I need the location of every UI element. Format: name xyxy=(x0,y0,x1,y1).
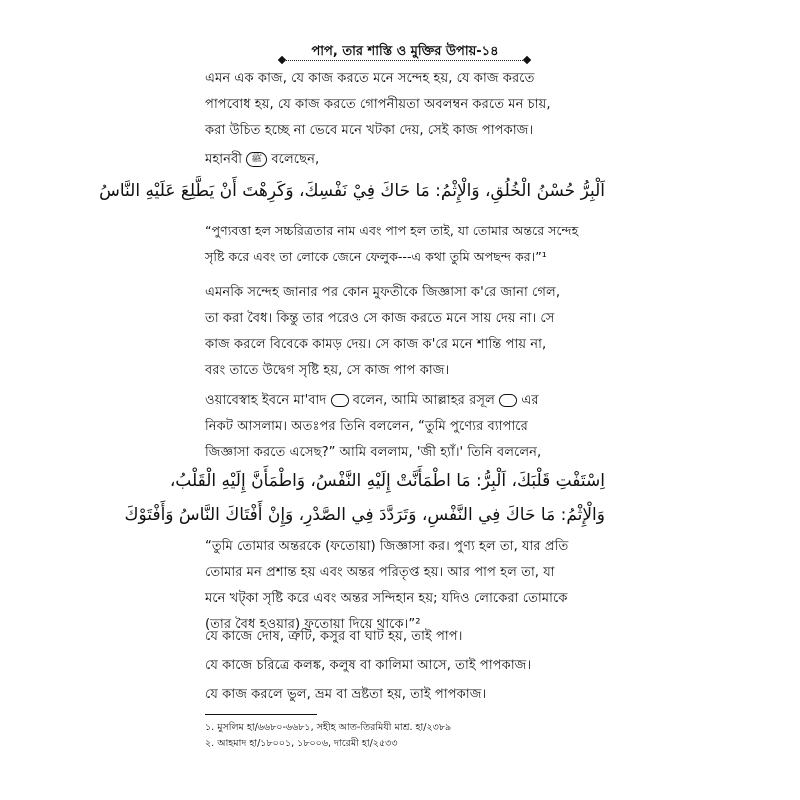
arabic-line: اِسْتَفْتِ قَلْبَكَ، اَلْبِرُّ: مَا اطْمَأَنَّتْ إِلَيْهِ النَّفْسُ، وَاطْمَأَنَّ إِلَيْهِ الْقَلْبُ، xyxy=(169,471,605,491)
footnote-divider xyxy=(205,714,317,715)
narration-text-end: এর xyxy=(521,393,539,408)
translation-quote-1 xyxy=(205,218,605,270)
footnote: ২. আহমাদ হা/১৮০০১, ১৮০০৬, দারেমী হা/২৫৩৩ xyxy=(205,738,398,749)
text-line: এমনকি সন্দেহ জানার পর কোন মুফতীকে জিজ্ঞাসা ক'রে জানা গেল, xyxy=(205,285,561,300)
text-line: তা করা বৈধ। কিন্তু তার পরেও সে কাজ করতে মনে সায় দেয় না। সে xyxy=(205,311,555,326)
list-item: যে কাজ করলে ভুল, ভ্রম বা ভ্রষ্টতা হয়, তাই পাপকাজ। xyxy=(205,687,487,702)
text-line: বরং তাতে উদ্বেগ সৃষ্টি হয়, সে কাজ পাপ কাজ। xyxy=(205,363,450,378)
text-line: নিকট আসলাম। অতঃপর তিনি বললেন, “তুমি পুণ্যের ব্যাপারে xyxy=(205,419,528,434)
text-line: জিজ্ঞাসা করতে এসেছ?” আমি বললাম, 'জী হ্যাঁ।' তিনি বললেন, xyxy=(205,445,542,460)
text-line: মনে খট্‌কা সৃষ্টি করে এবং অন্তর সন্দিহান হয়; যদিও লোকেরা তোমাকে xyxy=(205,591,568,606)
paragraph-wabisah xyxy=(205,388,605,466)
header-title: পাপ, তার শাস্তি ও মুক্তির উপায়-১৪ xyxy=(311,44,499,59)
salutation-seal-icon xyxy=(499,394,517,407)
intro-said: বলেছেন, xyxy=(271,152,320,167)
text-line: কাজ করলে বিবেকে কামড় দেয়। সে কাজ ক'রে মনে শান্তি পায় না, xyxy=(205,337,547,352)
list-item: যে কাজে দোষ, ত্রুটি, কসুর বা ঘাট হয়, তাই পাপ। xyxy=(205,629,463,644)
text-line: এমন এক কাজ, যে কাজ করতে মনে সন্দেহ হয়, যে কাজ করতে xyxy=(205,71,535,86)
text-line: “পুণ্যবত্তা হল সচ্চরিত্রতার নাম এবং পাপ হল তাই, যা তোমার অন্তরে সন্দেহ xyxy=(205,223,579,238)
hadith-intro-1 xyxy=(205,147,605,173)
arabic-line: وَالْإِثْمُ: مَا حَاكَ فِي النَّفْسِ، وَتَرَدَّدَ فِي الصَّدْرِ، وَإِنْ أَفْتَاكَ النَّاسُ وَأَفْتَوْكَ xyxy=(124,505,605,525)
text-line: তোমার মন প্রশান্ত হয় এবং অন্তর পরিতৃপ্ত হয়। আর পাপ হল তা, যা xyxy=(205,565,555,580)
text-line: (তার বৈধ হওয়ার) ফতোয়া দিয়ে থাকে।”² xyxy=(205,617,421,632)
header-dotted-rule xyxy=(283,60,527,61)
text-line: করা উচিত হচ্ছে না ভেবে মনে খটকা দেয়, সেই কাজ পাপকাজ। xyxy=(205,123,534,138)
document-page xyxy=(99,38,605,758)
text-line: পাপবোধ হয়, যে কাজ করতে গোপনীয়তা অবলম্বন করতে মন চায়, xyxy=(205,97,551,112)
paragraph-definition xyxy=(205,66,605,144)
text-line: “তুমি তোমার অন্তরকে (ফতোয়া) জিজ্ঞাসা কর। পুণ্য হল তা, যার প্রতি xyxy=(205,539,569,554)
narrator-name: ওয়াবেস্বাহ ইবনে মা'বাদ xyxy=(205,393,327,408)
narration-text: বলেন, আমি আল্লাহর রসূল xyxy=(352,393,495,408)
page-header xyxy=(205,38,605,68)
footnote: ১. মুসলিম হা/৬৬৮০-৬৬৮১, সহীহ আত-তিরমিযী মাশ্র. হা/২৩৮৯ xyxy=(205,722,452,733)
arabic-hadith-2 xyxy=(124,464,605,532)
paragraph-mufti xyxy=(205,280,605,384)
definition-list xyxy=(205,622,605,709)
list-item: যে কাজে চরিত্রে কলঙ্ক, কলুষ বা কালিমা আসে, তাই পাপকাজ। xyxy=(205,658,532,673)
text-line: সৃষ্টি করে এবং তা লোকে জেনে ফেলুক---এ কথা তুমি অপছন্দ কর।”¹ xyxy=(205,249,547,264)
salutation-seal-icon: ﷺ xyxy=(246,152,267,167)
footnotes xyxy=(205,720,605,752)
arabic-hadith-1: اَلْبِرُّ حُسْنُ الْخُلُقِ، وَالْإِثْمُ: مَا حَاكَ فِيْ نَفْسِكَ، وَكَرِهْتَ أَنْ يَطَّلِعَ عَلَيْهِ النَّاسُ xyxy=(99,181,605,201)
intro-prophet: মহানবী xyxy=(205,152,243,167)
radiallahu-seal-icon xyxy=(331,394,349,407)
